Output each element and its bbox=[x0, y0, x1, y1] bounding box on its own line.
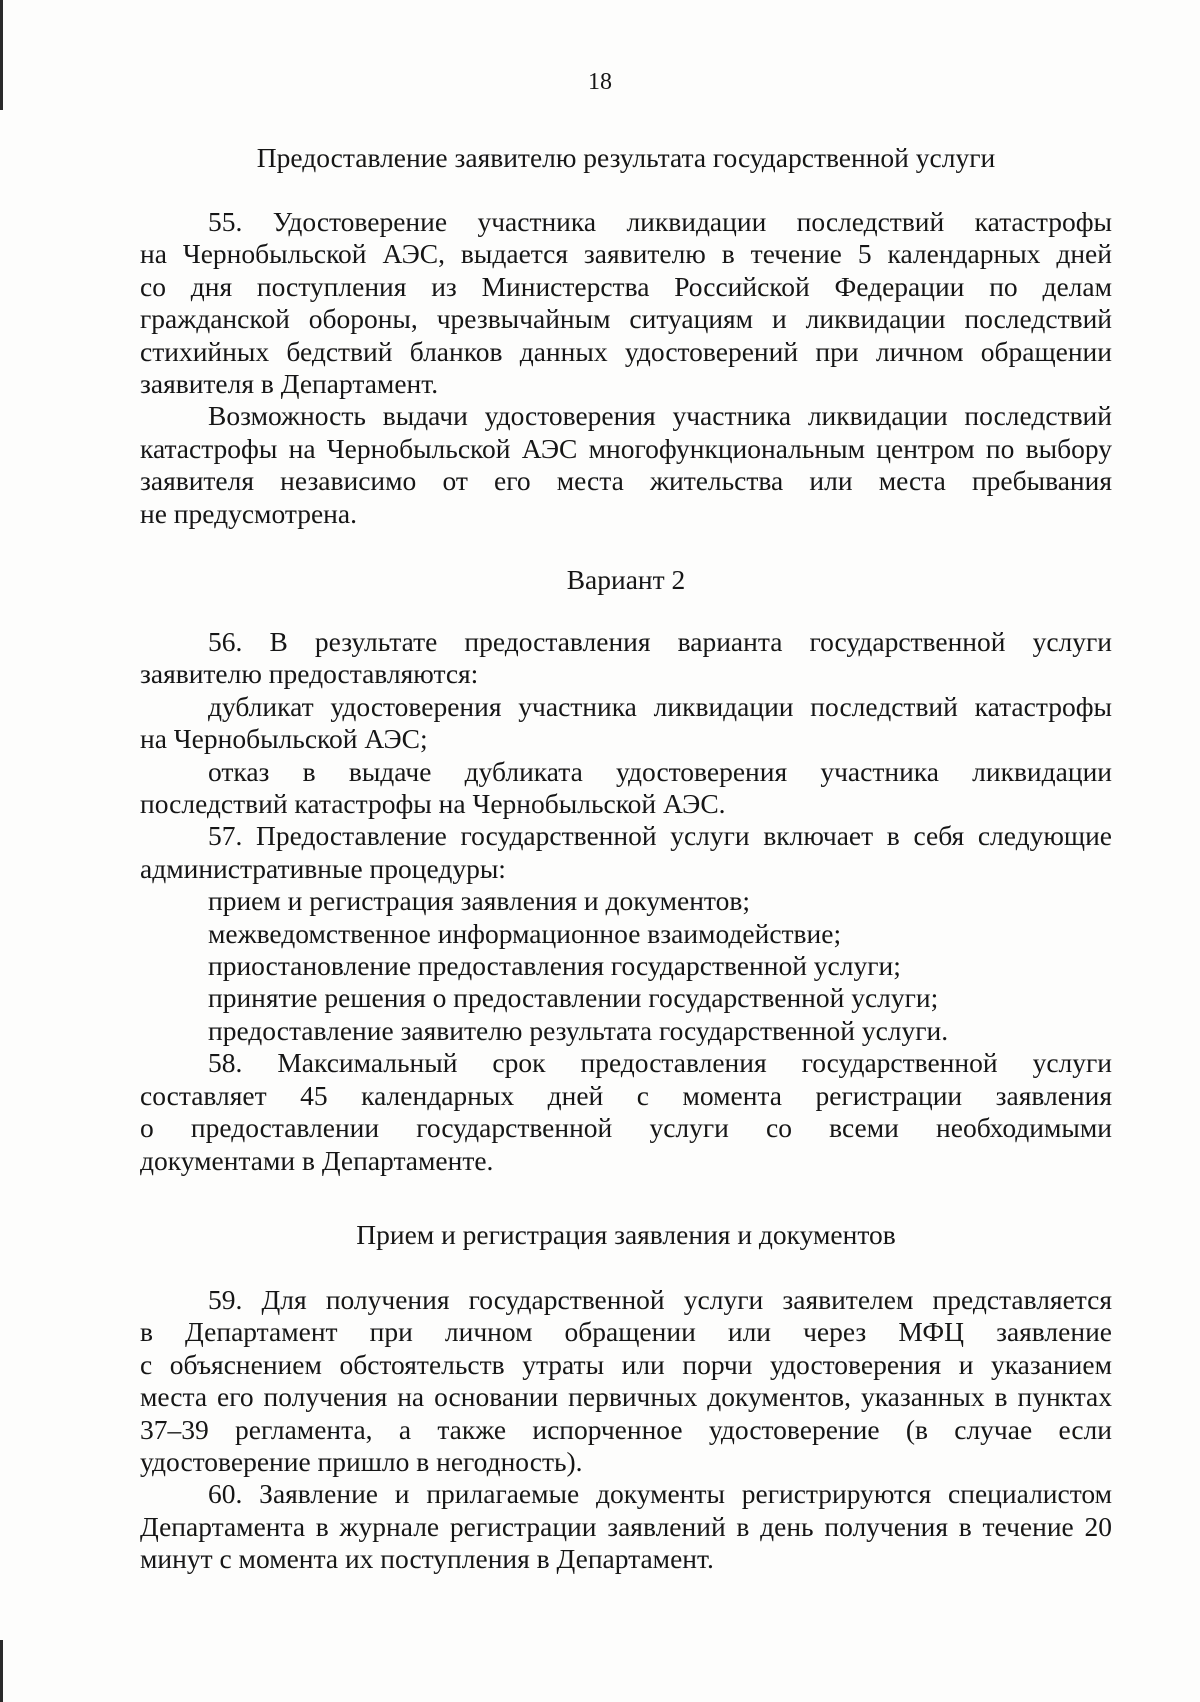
text-line: документами в Департаменте. bbox=[140, 1144, 494, 1176]
text-line: места его получения на основании первичных документов, указанных в пунктах bbox=[140, 1381, 1112, 1413]
section-heading-reception: Прием и регистрация заявления и документов bbox=[356, 1219, 896, 1250]
text-line: составляет 45 календарных дней с момента регистрации заявления bbox=[140, 1079, 1112, 1111]
text-line: дубликат удостоверения участника ликвидации последствий катастрофы bbox=[208, 690, 1112, 722]
text-line: катастрофы на Чернобыльской АЭС многофункциональным центром по выбору bbox=[140, 432, 1112, 464]
list-item: принятие решения о предоставлении государственной услуги; bbox=[208, 982, 939, 1014]
text-line: о предоставлении государственной услуги со всеми необходимыми bbox=[140, 1112, 1112, 1144]
section-heading-variant-2: Вариант 2 bbox=[566, 564, 686, 595]
text-line: административные процедуры: bbox=[140, 852, 506, 884]
text-line: со дня поступления из Министерства Российской Федерации по делам bbox=[140, 270, 1112, 302]
text-line: в Департамент при личном обращении или через МФЦ заявление bbox=[140, 1316, 1112, 1348]
text-line: минут с момента их поступления в Департамент. bbox=[140, 1543, 714, 1575]
paragraphs-59-60 bbox=[140, 1284, 1112, 1576]
section-heading-result: Предоставление заявителю результата государственной услуги bbox=[256, 142, 996, 173]
text-line: удостоверение пришло в негодность). bbox=[140, 1446, 583, 1478]
list-item: предоставление заявителю результата государственной услуги. bbox=[208, 1014, 949, 1046]
list-item: прием и регистрация заявления и документов; bbox=[208, 885, 750, 917]
text-line: Департамента в журнале регистрации заявлений в день получения в течение 20 bbox=[140, 1510, 1112, 1542]
text-line: гражданской обороны, чрезвычайным ситуациям и ликвидации последствий bbox=[140, 303, 1112, 335]
text-line: на Чернобыльской АЭС; bbox=[140, 723, 428, 755]
page-number: 18 bbox=[588, 69, 612, 95]
text-line: 37–39 регламента, а также испорченное удостоверение (в случае если bbox=[140, 1413, 1112, 1445]
text-line: 59. Для получения государственной услуги заявителем представляется bbox=[208, 1284, 1112, 1315]
text-line: заявителя независимо от его места жительства или места пребывания bbox=[140, 465, 1112, 497]
list-item: приостановление предоставления государственной услуги; bbox=[208, 950, 901, 982]
text-line: с объяснением обстоятельств утраты или порчи удостоверения и указанием bbox=[140, 1348, 1112, 1380]
text-line: не предусмотрена. bbox=[140, 497, 357, 529]
list-item: межведомственное информационное взаимодействие; bbox=[208, 917, 842, 949]
scan-edge-mark bbox=[0, 1640, 3, 1702]
text-line: стихийных бедствий бланков данных удостоверений при личном обращении bbox=[140, 335, 1112, 367]
paragraphs-56-58 bbox=[140, 626, 1112, 1177]
text-line: последствий катастрофы на Чернобыльской АЭС. bbox=[140, 788, 726, 820]
text-line: 57. Предоставление государственной услуги включает в себя следующие bbox=[208, 820, 1112, 852]
text-line: 60. Заявление и прилагаемые документы регистрируются специалистом bbox=[208, 1478, 1112, 1510]
text-line: заявителю предоставляются: bbox=[140, 658, 479, 690]
text-line: 55. Удостоверение участника ликвидации последствий катастрофы bbox=[208, 206, 1112, 237]
text-line: Возможность выдачи удостоверения участника ликвидации последствий bbox=[208, 400, 1112, 432]
text-line: заявителя в Департамент. bbox=[140, 368, 439, 400]
text-line: на Чернобыльской АЭС, выдается заявителю в течение 5 календарных дней bbox=[140, 238, 1112, 270]
text-line: 56. В результате предоставления варианта государственной услуги bbox=[208, 626, 1112, 657]
paragraph-55 bbox=[140, 206, 1112, 530]
text-line: 58. Максимальный срок предоставления государственной услуги bbox=[208, 1047, 1112, 1079]
text-line: отказ в выдаче дубликата удостоверения участника ликвидации bbox=[208, 755, 1112, 787]
